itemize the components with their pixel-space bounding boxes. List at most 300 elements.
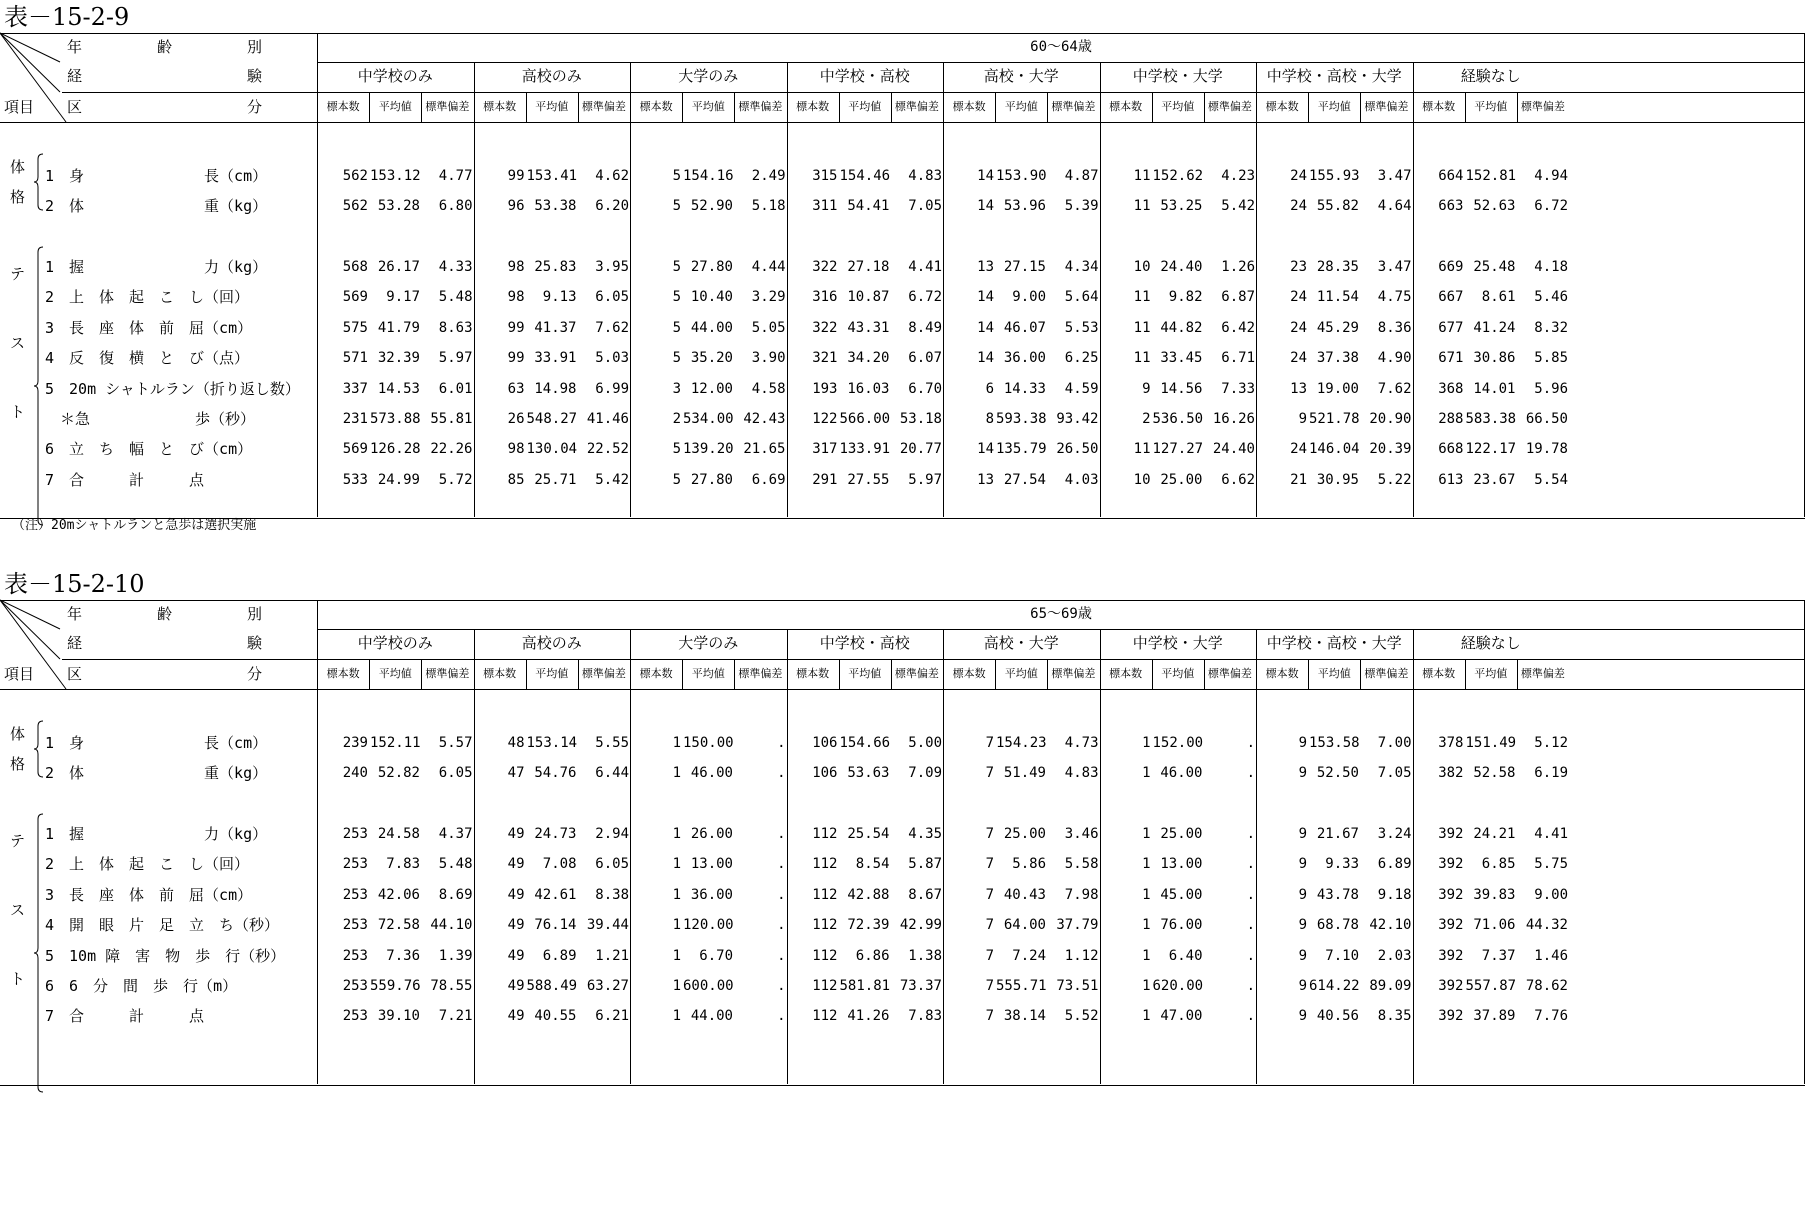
- subheader-std-dev: 標準偏差: [1520, 100, 1565, 113]
- cell-std-dev: .: [1246, 765, 1255, 781]
- cell-sample-count: 613: [1438, 472, 1464, 488]
- cell-std-dev: 4.90: [1377, 350, 1412, 366]
- cell-std-dev: 2.03: [1377, 948, 1412, 964]
- cell-std-dev: 4.35: [908, 826, 942, 842]
- cell-mean: 53.96: [1003, 198, 1046, 214]
- cell-std-dev: 8.38: [595, 887, 629, 903]
- cell-std-dev: .: [1246, 948, 1255, 964]
- cell-std-dev: 3.24: [1377, 826, 1412, 842]
- subheader-std-dev: 標準偏差: [1207, 667, 1252, 680]
- cell-std-dev: .: [777, 917, 786, 933]
- subheader-std-dev: 標準偏差: [1520, 667, 1565, 680]
- cell-sample-count: 99: [507, 168, 525, 184]
- cell-sample-count: 1: [672, 1008, 681, 1024]
- cell-std-dev: .: [777, 978, 786, 994]
- cell-mean: 583.38: [1465, 411, 1517, 427]
- cell-std-dev: 4.41: [1534, 826, 1568, 842]
- table-section-2: [0, 567, 1805, 1127]
- subheader-std-dev: 標準偏差: [581, 100, 626, 113]
- cell-std-dev: 5.58: [1064, 856, 1099, 872]
- cell-std-dev: .: [777, 887, 786, 903]
- cell-sample-count: 1: [672, 826, 681, 842]
- cell-std-dev: 78.62: [1525, 978, 1568, 994]
- cell-mean: 35.20: [690, 350, 733, 366]
- cell-mean: 9.00: [1012, 289, 1046, 305]
- cell-mean: 47.00: [1160, 1008, 1203, 1024]
- row-label: 2 体 重（kg）: [45, 764, 268, 782]
- cell-sample-count: 5: [672, 320, 681, 336]
- cell-sample-count: 1: [672, 735, 681, 751]
- cell-std-dev: 5.39: [1064, 198, 1099, 214]
- cell-mean: 9.82: [1168, 289, 1203, 305]
- cell-mean: 548.27: [526, 411, 578, 427]
- cell-std-dev: 6.69: [751, 472, 786, 488]
- cell-sample-count: 49: [507, 1008, 525, 1024]
- cell-std-dev: 7.76: [1534, 1008, 1568, 1024]
- cell-mean: 43.31: [847, 320, 890, 336]
- cell-mean: 152.11: [370, 735, 421, 751]
- cell-sample-count: 26: [507, 411, 525, 427]
- cell-sample-count: 392: [1438, 978, 1464, 994]
- subheader-sample-count: 標本数: [1265, 667, 1299, 680]
- cell-mean: 42.88: [847, 887, 890, 903]
- cell-sample-count: 569: [342, 289, 368, 305]
- cell-mean: 122.17: [1465, 441, 1517, 457]
- cell-std-dev: 8.36: [1377, 320, 1412, 336]
- experience-group-header: 中学校・高校: [819, 634, 910, 652]
- cell-mean: 13.00: [690, 856, 733, 872]
- cell-sample-count: 253: [342, 887, 368, 903]
- division-header-label: 区 分: [67, 665, 263, 683]
- cell-mean: 53.25: [1160, 198, 1203, 214]
- cell-std-dev: 8.67: [908, 887, 942, 903]
- cell-mean: 614.22: [1309, 978, 1360, 994]
- cell-std-dev: 7.09: [908, 765, 942, 781]
- cell-mean: 6.70: [699, 948, 733, 964]
- cell-sample-count: 253: [342, 948, 368, 964]
- cell-std-dev: 5.12: [1534, 735, 1568, 751]
- experience-group-header: 中学校・高校・大学: [1266, 67, 1402, 85]
- cell-sample-count: 7: [985, 887, 994, 903]
- cell-mean: 43.78: [1316, 887, 1359, 903]
- cell-mean: 6.40: [1168, 948, 1203, 964]
- row-label: ＊急 歩（秒）: [45, 410, 256, 428]
- header-rule-1: [317, 62, 1805, 63]
- cell-mean: 51.49: [1003, 765, 1046, 781]
- cell-std-dev: 6.19: [1534, 765, 1568, 781]
- cell-mean: 135.79: [996, 441, 1047, 457]
- subheader-std-dev: 標準偏差: [425, 100, 470, 113]
- cell-mean: 27.15: [1003, 259, 1046, 275]
- item-header-label: 項目: [4, 98, 35, 116]
- cell-std-dev: 5.52: [1064, 1008, 1099, 1024]
- cell-std-dev: 6.72: [908, 289, 942, 305]
- cell-sample-count: 7: [985, 948, 994, 964]
- category-brace: [33, 813, 45, 1093]
- cell-mean: 154.16: [683, 168, 734, 184]
- cell-sample-count: 49: [507, 978, 525, 994]
- cell-std-dev: 7.62: [1377, 381, 1412, 397]
- cell-mean: 600.00: [683, 978, 734, 994]
- subheader-mean: 平均値: [1161, 667, 1195, 680]
- table-title: 表－15-2-10: [4, 570, 145, 598]
- cell-mean: 44.82: [1160, 320, 1203, 336]
- item-header-label: 項目: [4, 665, 35, 683]
- cell-mean: 25.00: [1160, 826, 1203, 842]
- cell-std-dev: 93.42: [1056, 411, 1099, 427]
- cell-sample-count: 122: [812, 411, 838, 427]
- cell-std-dev: 4.83: [908, 168, 942, 184]
- diagonal-line: [0, 33, 60, 92]
- subheader-sample-count: 標本数: [639, 100, 673, 113]
- cell-sample-count: 1: [1142, 948, 1151, 964]
- cell-mean: 9.13: [542, 289, 577, 305]
- cell-std-dev: 21.65: [743, 441, 786, 457]
- subheader-sample-count: 標本数: [483, 100, 517, 113]
- cell-mean: 25.83: [534, 259, 577, 275]
- header-diagonal-lines: [0, 33, 75, 139]
- cell-sample-count: 63: [507, 381, 525, 397]
- cell-std-dev: 7.21: [438, 1008, 473, 1024]
- brace-path: [34, 154, 43, 210]
- cell-std-dev: 6.05: [438, 765, 473, 781]
- cell-sample-count: 9: [1298, 1008, 1307, 1024]
- cell-sample-count: 24: [1290, 350, 1307, 366]
- cell-mean: 23.67: [1473, 472, 1516, 488]
- cell-mean: 588.49: [526, 978, 578, 994]
- cell-sample-count: 11: [1133, 441, 1151, 457]
- cell-sample-count: 13: [977, 472, 994, 488]
- subheader-sample-count: 標本数: [952, 667, 986, 680]
- cell-sample-count: 49: [507, 856, 525, 872]
- cell-sample-count: 14: [977, 320, 994, 336]
- cell-sample-count: 3: [672, 381, 681, 397]
- subheader-sample-count: 標本数: [796, 100, 830, 113]
- cell-sample-count: 5: [672, 350, 681, 366]
- cell-sample-count: 392: [1438, 948, 1464, 964]
- cell-mean: 133.91: [839, 441, 891, 457]
- cell-mean: 53.63: [847, 765, 890, 781]
- cell-sample-count: 575: [342, 320, 368, 336]
- cell-std-dev: 3.90: [751, 350, 786, 366]
- right-border: [1804, 600, 1805, 1084]
- cell-std-dev: 7.00: [1377, 735, 1412, 751]
- cell-mean: 54.41: [847, 198, 890, 214]
- cell-std-dev: 6.05: [595, 289, 629, 305]
- brace-path: [34, 814, 43, 1092]
- cell-sample-count: 1: [672, 765, 681, 781]
- cell-sample-count: 49: [507, 887, 525, 903]
- cell-sample-count: 253: [342, 978, 368, 994]
- cell-mean: 24.58: [377, 826, 420, 842]
- cell-sample-count: 5: [672, 259, 681, 275]
- cell-std-dev: 55.81: [430, 411, 473, 427]
- cell-std-dev: 22.52: [586, 441, 629, 457]
- cell-sample-count: 5: [672, 198, 681, 214]
- cell-mean: 36.00: [1003, 350, 1046, 366]
- cell-mean: 41.26: [847, 1008, 890, 1024]
- cell-mean: 7.24: [1012, 948, 1046, 964]
- cell-std-dev: 42.99: [899, 917, 942, 933]
- cell-sample-count: 1: [1142, 856, 1151, 872]
- cell-sample-count: 533: [342, 472, 368, 488]
- cell-sample-count: 47: [507, 765, 525, 781]
- cell-mean: 152.00: [1152, 735, 1204, 751]
- cell-sample-count: 253: [342, 826, 368, 842]
- cell-mean: 12.00: [690, 381, 733, 397]
- cell-mean: 52.50: [1316, 765, 1359, 781]
- cell-mean: 555.71: [996, 978, 1047, 994]
- subheader-sample-count: 標本数: [326, 100, 360, 113]
- cell-mean: 25.54: [847, 826, 890, 842]
- experience-group-header: 中学校のみ: [357, 634, 433, 652]
- cell-mean: 120.00: [683, 917, 734, 933]
- cell-mean: 566.00: [839, 411, 891, 427]
- cell-mean: 68.78: [1316, 917, 1359, 933]
- cell-std-dev: 5.72: [438, 472, 473, 488]
- cell-sample-count: 664: [1438, 168, 1464, 184]
- cell-std-dev: .: [1246, 978, 1255, 994]
- cell-std-dev: 4.58: [751, 381, 786, 397]
- cell-std-dev: 4.64: [1377, 198, 1412, 214]
- cell-std-dev: 5.48: [438, 289, 473, 305]
- row-label: 3 長 座 体 前 屈（cm）: [45, 886, 253, 904]
- cell-std-dev: 5.42: [1221, 198, 1255, 214]
- cell-std-dev: 5.55: [595, 735, 629, 751]
- category-brace: [33, 246, 45, 526]
- cell-sample-count: 392: [1438, 856, 1464, 872]
- cell-mean: 52.58: [1473, 765, 1516, 781]
- cell-mean: 534.00: [683, 411, 734, 427]
- cell-mean: 40.56: [1316, 1008, 1359, 1024]
- cell-std-dev: 6.62: [1221, 472, 1255, 488]
- cell-mean: 5.86: [1012, 856, 1046, 872]
- cell-sample-count: 663: [1438, 198, 1464, 214]
- cell-sample-count: 24: [1290, 441, 1307, 457]
- row-label: 1 握 力（kg）: [45, 258, 268, 276]
- cell-mean: 14.01: [1473, 381, 1516, 397]
- cell-mean: 34.20: [847, 350, 890, 366]
- cell-sample-count: 7: [985, 1008, 994, 1024]
- header-rule-3: [0, 122, 1805, 123]
- cell-mean: 52.82: [377, 765, 420, 781]
- cell-sample-count: 231: [342, 411, 368, 427]
- cell-mean: 36.00: [690, 887, 733, 903]
- cell-mean: 8.61: [1481, 289, 1516, 305]
- cell-mean: 130.04: [526, 441, 578, 457]
- cell-std-dev: 22.26: [430, 441, 473, 457]
- experience-group-header: 大学のみ: [678, 67, 739, 85]
- cell-std-dev: .: [777, 948, 786, 964]
- age-header-label: 年 齢 別: [67, 605, 263, 623]
- cell-std-dev: 2.94: [595, 826, 629, 842]
- cell-std-dev: 42.43: [743, 411, 786, 427]
- cell-sample-count: 1: [672, 887, 681, 903]
- cell-sample-count: 2: [1142, 411, 1151, 427]
- cell-sample-count: 1: [672, 948, 681, 964]
- cell-std-dev: 7.33: [1221, 381, 1255, 397]
- cell-mean: 45.29: [1316, 320, 1359, 336]
- cell-mean: 38.14: [1003, 1008, 1046, 1024]
- row-label: 3 長 座 体 前 屈（cm）: [45, 319, 253, 337]
- subheader-std-dev: 標準偏差: [894, 667, 939, 680]
- cell-mean: 26.00: [690, 826, 733, 842]
- cell-sample-count: 1: [1142, 887, 1151, 903]
- cell-mean: 33.91: [534, 350, 577, 366]
- cell-sample-count: 253: [342, 856, 368, 872]
- cell-std-dev: 5.97: [908, 472, 942, 488]
- subheader-sample-count: 標本数: [952, 100, 986, 113]
- cell-mean: 9.17: [386, 289, 420, 305]
- cell-sample-count: 288: [1438, 411, 1464, 427]
- cell-sample-count: 1: [1142, 765, 1151, 781]
- cell-std-dev: 4.83: [1064, 765, 1099, 781]
- cell-std-dev: 6.70: [908, 381, 942, 397]
- cell-mean: 155.93: [1309, 168, 1360, 184]
- subheader-mean: 平均値: [1004, 667, 1038, 680]
- experience-group-header: 中学校・大学: [1132, 634, 1223, 652]
- category-label-test: テ ス ト: [10, 265, 26, 421]
- subheader-sample-count: 標本数: [1422, 100, 1456, 113]
- row-label: 4 開 眼 片 足 立 ち（秒）: [45, 916, 280, 934]
- cell-std-dev: 1.46: [1534, 948, 1568, 964]
- cell-std-dev: 8.32: [1534, 320, 1568, 336]
- cell-mean: 7.10: [1325, 948, 1359, 964]
- cell-std-dev: 5.75: [1534, 856, 1568, 872]
- cell-std-dev: .: [1246, 826, 1255, 842]
- experience-group-header: 大学のみ: [678, 634, 739, 652]
- experience-group-header: 高校のみ: [521, 634, 582, 652]
- cell-mean: 27.54: [1003, 472, 1046, 488]
- cell-mean: 581.81: [839, 978, 891, 994]
- cell-std-dev: 2.49: [751, 168, 786, 184]
- subheader-sample-count: 標本数: [1422, 667, 1456, 680]
- cell-std-dev: 5.48: [438, 856, 473, 872]
- cell-std-dev: 6.89: [1377, 856, 1412, 872]
- cell-sample-count: 1: [1142, 735, 1151, 751]
- cell-sample-count: 98: [507, 259, 525, 275]
- cell-sample-count: 7: [985, 735, 994, 751]
- cell-sample-count: 6: [985, 381, 994, 397]
- subheader-mean: 平均値: [378, 100, 412, 113]
- cell-mean: 536.50: [1152, 411, 1204, 427]
- cell-std-dev: 4.33: [438, 259, 473, 275]
- row-label: 5 20m シャトルラン（折り返し数）: [45, 380, 300, 398]
- cell-mean: 11.54: [1316, 289, 1359, 305]
- cell-std-dev: 20.90: [1369, 411, 1412, 427]
- subheader-std-dev: 標準偏差: [1364, 100, 1409, 113]
- subheader-std-dev: 標準偏差: [1051, 667, 1096, 680]
- cell-mean: 521.78: [1309, 411, 1360, 427]
- subheader-mean: 平均値: [535, 667, 569, 680]
- cell-std-dev: 5.54: [1534, 472, 1568, 488]
- cell-mean: 27.80: [690, 472, 733, 488]
- cell-std-dev: 8.69: [438, 887, 473, 903]
- cell-std-dev: 5.64: [1064, 289, 1099, 305]
- cell-mean: 42.61: [534, 887, 577, 903]
- row-label: 2 上 体 起 こ し（回）: [45, 855, 250, 873]
- cell-std-dev: 5.85: [1534, 350, 1568, 366]
- category-label-physique: 体 格: [10, 725, 26, 773]
- cell-std-dev: 4.03: [1064, 472, 1099, 488]
- cell-std-dev: 6.07: [908, 350, 942, 366]
- cell-sample-count: 112: [812, 978, 838, 994]
- cell-std-dev: 3.46: [1064, 826, 1099, 842]
- cell-sample-count: 99: [507, 320, 525, 336]
- subheader-std-dev: 標準偏差: [581, 667, 626, 680]
- cell-sample-count: 392: [1438, 826, 1464, 842]
- cell-std-dev: 4.73: [1064, 735, 1099, 751]
- subheader-std-dev: 標準偏差: [1364, 667, 1409, 680]
- cell-sample-count: 8: [985, 411, 994, 427]
- cell-sample-count: 23: [1290, 259, 1307, 275]
- cell-mean: 16.03: [847, 381, 890, 397]
- cell-std-dev: .: [777, 765, 786, 781]
- cell-std-dev: 6.44: [595, 765, 629, 781]
- cell-std-dev: 5.46: [1534, 289, 1568, 305]
- age-group-header: 65～69歳: [1030, 606, 1092, 622]
- cell-mean: 154.46: [839, 168, 891, 184]
- cell-mean: 39.83: [1473, 887, 1516, 903]
- cell-mean: 76.00: [1160, 917, 1203, 933]
- experience-group-header: 経験なし: [1460, 634, 1521, 652]
- cell-mean: 28.35: [1316, 259, 1359, 275]
- cell-std-dev: 9.00: [1534, 887, 1568, 903]
- cell-std-dev: 4.37: [438, 826, 473, 842]
- cell-std-dev: 8.49: [908, 320, 942, 336]
- cell-sample-count: 562: [342, 198, 368, 214]
- cell-std-dev: 41.46: [586, 411, 629, 427]
- cell-sample-count: 315: [812, 168, 838, 184]
- cell-mean: 21.67: [1316, 826, 1359, 842]
- cell-mean: 32.39: [377, 350, 420, 366]
- subheader-std-dev: 標準偏差: [894, 100, 939, 113]
- cell-sample-count: 291: [812, 472, 838, 488]
- row-label: 6 立 ち 幅 と び（cm）: [45, 440, 253, 458]
- subheader-sample-count: 標本数: [1265, 100, 1299, 113]
- brace-path: [34, 721, 43, 777]
- cell-sample-count: 337: [342, 381, 368, 397]
- cell-std-dev: 4.23: [1221, 168, 1255, 184]
- cell-sample-count: 85: [507, 472, 525, 488]
- cell-std-dev: 5.00: [908, 735, 942, 751]
- subheader-sample-count: 標本数: [639, 667, 673, 680]
- cell-std-dev: 8.63: [438, 320, 473, 336]
- cell-sample-count: 378: [1438, 735, 1464, 751]
- cell-std-dev: 7.05: [908, 198, 942, 214]
- cell-mean: 153.58: [1309, 735, 1360, 751]
- row-label: 1 身 長（cm）: [45, 734, 268, 752]
- cell-mean: 54.76: [534, 765, 577, 781]
- cell-std-dev: 5.03: [595, 350, 629, 366]
- cell-sample-count: 14: [977, 289, 994, 305]
- cell-std-dev: 37.79: [1056, 917, 1099, 933]
- cell-mean: 146.04: [1309, 441, 1360, 457]
- cell-std-dev: 4.41: [908, 259, 942, 275]
- cell-mean: 24.73: [534, 826, 577, 842]
- category-brace: [33, 720, 45, 778]
- subheader-mean: 平均値: [691, 667, 725, 680]
- cell-sample-count: 96: [507, 198, 525, 214]
- cell-std-dev: 6.21: [595, 1008, 629, 1024]
- cell-std-dev: 26.50: [1056, 441, 1099, 457]
- cell-sample-count: 14: [977, 350, 994, 366]
- cell-sample-count: 24: [1290, 168, 1307, 184]
- subheader-mean: 平均値: [1317, 100, 1351, 113]
- row-label: 1 身 長（cm）: [45, 167, 268, 185]
- cell-mean: 33.45: [1160, 350, 1203, 366]
- cell-std-dev: 7.62: [595, 320, 629, 336]
